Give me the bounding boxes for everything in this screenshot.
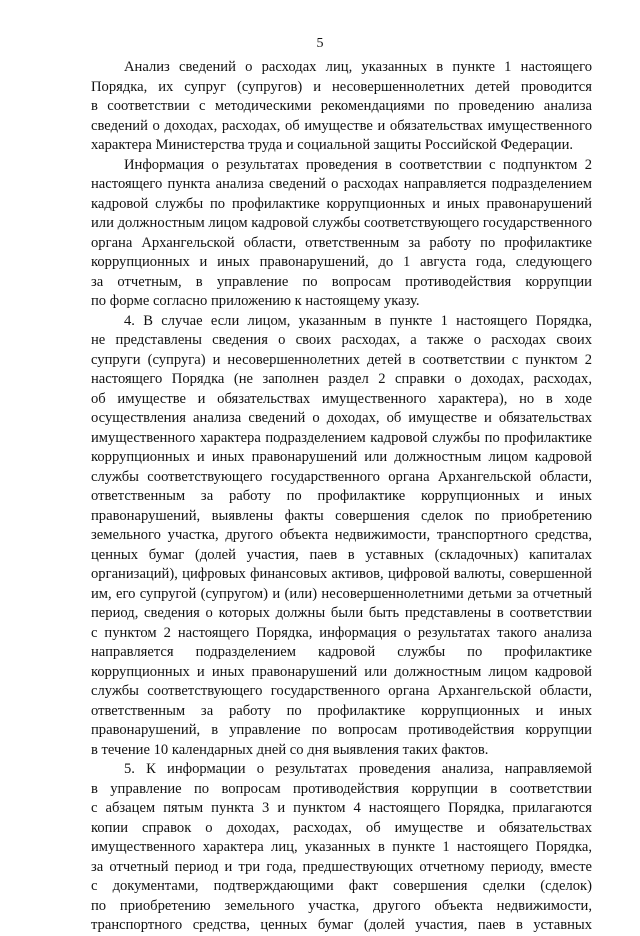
text-line: коррупционных и иных правонарушений, до 1 августа года, следующего — [91, 254, 592, 270]
paragraph-1 — [91, 58, 592, 156]
text-line: Информация о результатах проведения в соответствии с подпунктом 2 — [124, 156, 592, 173]
text-line: организаций), цифровых финансовых активов, цифровой валюты, совершенной — [91, 566, 592, 582]
text-line: имущественного характера подразделением кадровой службы по профилактике — [91, 429, 592, 446]
text-line: ценных бумаг (долей участия, паев в уставных (складочных) капиталах — [91, 546, 592, 563]
text-line: службы соответствующего государственного органа Архангельской области, — [91, 468, 592, 485]
text-line: характера Министерства труда и социальной защиты Российской Федерации. — [91, 137, 574, 153]
text-line: правонарушений, выявлены факты совершения сделок по приобретению — [91, 507, 592, 524]
text-line: за отчетный период и три года, предшествующих отчетному периоду, вместе — [91, 858, 592, 875]
text-line: настоящего пункта анализа сведений о расходах направляется подразделением — [91, 176, 592, 192]
text-line: не представлены сведения о своих расходах, а также о расходах своих — [91, 332, 592, 348]
text-line: кадровой службы по профилактике коррупционных и иных правонарушений — [91, 195, 592, 212]
paragraph-2 — [91, 156, 592, 312]
text-line: по форме согласно приложению к настоящему указу. — [91, 293, 420, 309]
text-line: земельного участка, другого объекта недвижимости, транспортного средства, — [91, 527, 592, 543]
text-line: Порядка, их супруг (супругов) и несовершеннолетних детей проводится — [91, 78, 592, 95]
text-line: сведений о доходах, расходах, об имуществе и обязательствах имущественного — [91, 117, 592, 134]
text-line: имущественного характера лиц, указанных в пункте 1 настоящего Порядка, — [91, 839, 592, 855]
text-line: с пунктом 2 настоящего Порядка, информация о результатах такого анализа — [91, 624, 592, 641]
text-line: транспортного средства, ценных бумаг (долей участия, паев в уставных — [91, 917, 592, 933]
text-line: 4. В случае если лицом, указанным в пункте 1 настоящего Порядка, — [124, 312, 592, 329]
text-line: супруги (супруга) и несовершеннолетних детей в соответствии с пунктом 2 — [91, 351, 592, 368]
text-line: Анализ сведений о расходах лиц, указанных в пункте 1 настоящего — [124, 59, 592, 75]
text-line: в соответствии с методическими рекомендациями по проведению анализа — [91, 98, 592, 114]
text-line: коррупционных и иных правонарушений или должностным лицом кадровой — [91, 663, 592, 680]
text-line: с документами, подтверждающими факт совершения сделки (сделок) — [91, 878, 592, 894]
text-line: копии справок о доходах, расходах, об имуществе и обязательствах — [91, 819, 592, 836]
paragraph-item-5 — [91, 760, 592, 936]
text-line: 5. К информации о результатах проведения анализа, направляемой — [124, 761, 592, 777]
text-line: об имуществе и обязательствах имущественного характера), но в ходе — [91, 390, 592, 407]
text-line: по приобретению земельного участка, другого объекта недвижимости, — [91, 897, 592, 914]
text-line: ответственным за работу по профилактике коррупционных и иных — [91, 488, 592, 504]
text-line: направляется подразделением кадровой службы по профилактике — [91, 644, 592, 660]
text-line: правонарушений, в управление по вопросам противодействия коррупции — [91, 722, 592, 738]
page-number: 5 — [316, 36, 324, 51]
text-line: коррупционных и иных правонарушений или должностным лицом кадровой — [91, 449, 592, 465]
text-line: органа Архангельской области, ответственным за работу по профилактике — [91, 234, 592, 251]
text-line: или должностным лицом кадровой службы соответствующего государственного — [91, 215, 592, 231]
text-line: осуществления анализа сведений о доходах, об имуществе и обязательствах — [91, 410, 592, 426]
text-line: настоящего Порядка (не заполнен раздел 2 справки о доходах, расходах, — [91, 371, 592, 387]
text-line: в течение 10 календарных дней со дня выявления таких фактов. — [91, 741, 489, 758]
text-line: им, его супругой (супругом) и (или) несовершеннолетними детьми за отчетный — [91, 585, 592, 602]
paragraph-item-4 — [91, 312, 592, 761]
text-line: с абзацем пятым пункта 3 и пунктом 4 настоящего Порядка, прилагаются — [91, 800, 592, 816]
text-line: за отчетным, в управление по вопросам противодействия коррупции — [91, 273, 592, 290]
text-line: период, сведения о которых должны были быть представлены в соответствии — [91, 605, 592, 621]
document-body — [91, 58, 592, 936]
text-line: в управление по вопросам противодействия коррупции в соответствии — [91, 780, 592, 797]
text-line: службы соответствующего государственного органа Архангельской области, — [91, 683, 592, 699]
text-line: ответственным за работу по профилактике коррупционных и иных — [91, 702, 592, 719]
